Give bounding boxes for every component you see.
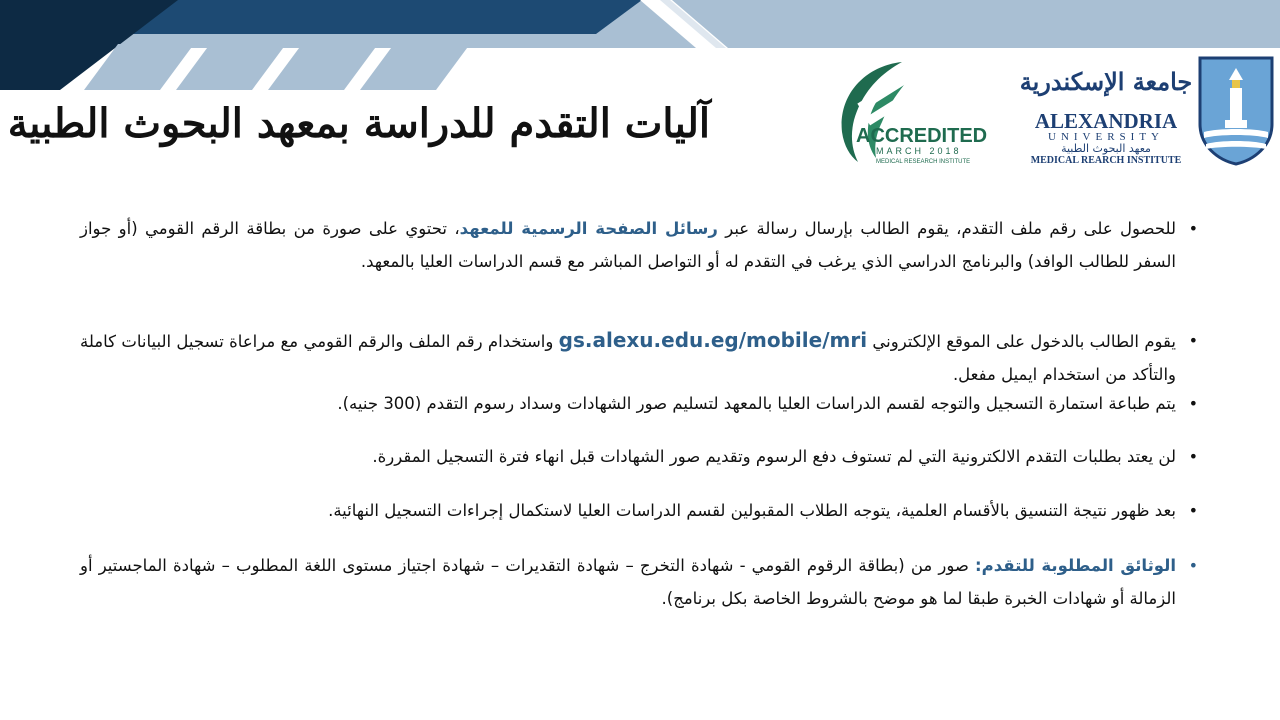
institution-logos (836, 54, 1276, 166)
content-area (80, 212, 1198, 615)
lighthouse-shield-icon (1200, 58, 1272, 164)
institute-arabic-name: معهد البحوث الطبية (1061, 142, 1151, 155)
bullet-text: يتم طباعة استمارة التسجيل والتوجه لقسم الدراسات العليا بالمعهد لتسليم صور الشهادات وسداد رسوم التقدم (300 جنيه). (337, 394, 1176, 413)
accredited-logo (842, 62, 988, 165)
bullet-text: للحصول على رقم ملف التقدم، يقوم الطالب بإرسال رسالة عبر (717, 219, 1176, 238)
bullet-icon: • (1188, 331, 1198, 350)
institute-english-name: MEDICAL REARCH INSTITUTE (1030, 155, 1182, 166)
bullet-text: ، تحتوي على صورة من بطاقة الرقم القومي (أو جواز السفر للطالب الوافد) والبرنامج الدراسي الذي يرغب في التقدم له أو التواصل المباشر مع قسم الدراسات العليا بالمعهد. (80, 219, 1176, 271)
list-item (80, 212, 1198, 278)
bullet-icon: • (1188, 447, 1198, 466)
list-item (80, 387, 1198, 420)
bullet-icon: • (1188, 219, 1198, 238)
university-word: UNIVERSITY (1048, 131, 1164, 143)
required-documents-heading: الوثائق المطلوبة للتقدم: (975, 556, 1176, 575)
university-arabic-name: جامعة الإسكندرية (1019, 67, 1193, 96)
bullet-text: يقوم الطالب بالدخول على الموقع الإلكتروني (867, 332, 1176, 351)
alexandria-university-logo (1020, 67, 1193, 166)
bullet-icon: • (1188, 394, 1198, 413)
registration-website-link[interactable]: gs.alexu.edu.eg/mobile/mri (558, 328, 868, 352)
bullet-text: لن يعتد بطلبات التقدم الالكترونية التي لم تستوف دفع الرسوم وتقديم صور الشهادات قبل انهاء فترة التسجيل المقررة. (372, 447, 1176, 466)
bullet-icon: • (1188, 501, 1198, 520)
list-item (80, 440, 1198, 473)
accredited-date: MARCH 2018 (876, 146, 962, 156)
university-english-name: ALEXANDRIA (1034, 109, 1178, 133)
bullet-text: واستخدام رقم الملف والرقم القومي مع مراعاة تسجيل البيانات كاملة والتأكد من استخدام ايميل مفعل. (80, 332, 1176, 384)
list-item (80, 324, 1198, 391)
list-item (80, 494, 1198, 527)
bullet-text: بعد ظهور نتيجة التنسيق بالأقسام العلمية، يتوجه الطلاب المقبولين لقسم الدراسات العليا لاستكمال إجراءات التسجيل النهائية. (328, 501, 1176, 520)
accredited-word: ACCREDITED (856, 125, 988, 147)
official-page-messages-link[interactable]: رسائل الصفحة الرسمية للمعهد (459, 219, 718, 238)
list-item (80, 549, 1198, 615)
bullet-text: صور من (بطاقة الرقوم القومي - شهادة التخرج – شهادة التقديرات – شهادة اجتياز مستوى اللغة المطلوب – شهادة الماجستير أو الزمالة أو شهادات الخبرة طبقا لما هو موضح بالشروط الخاصة بكل برنامج). (80, 556, 1176, 608)
bullet-icon: • (1188, 556, 1198, 575)
page-title: آليات التقدم للدراسة بمعهد البحوث الطبية (7, 100, 710, 147)
accredited-sub: MEDICAL RESEARCH INSTITUTE (876, 159, 971, 165)
